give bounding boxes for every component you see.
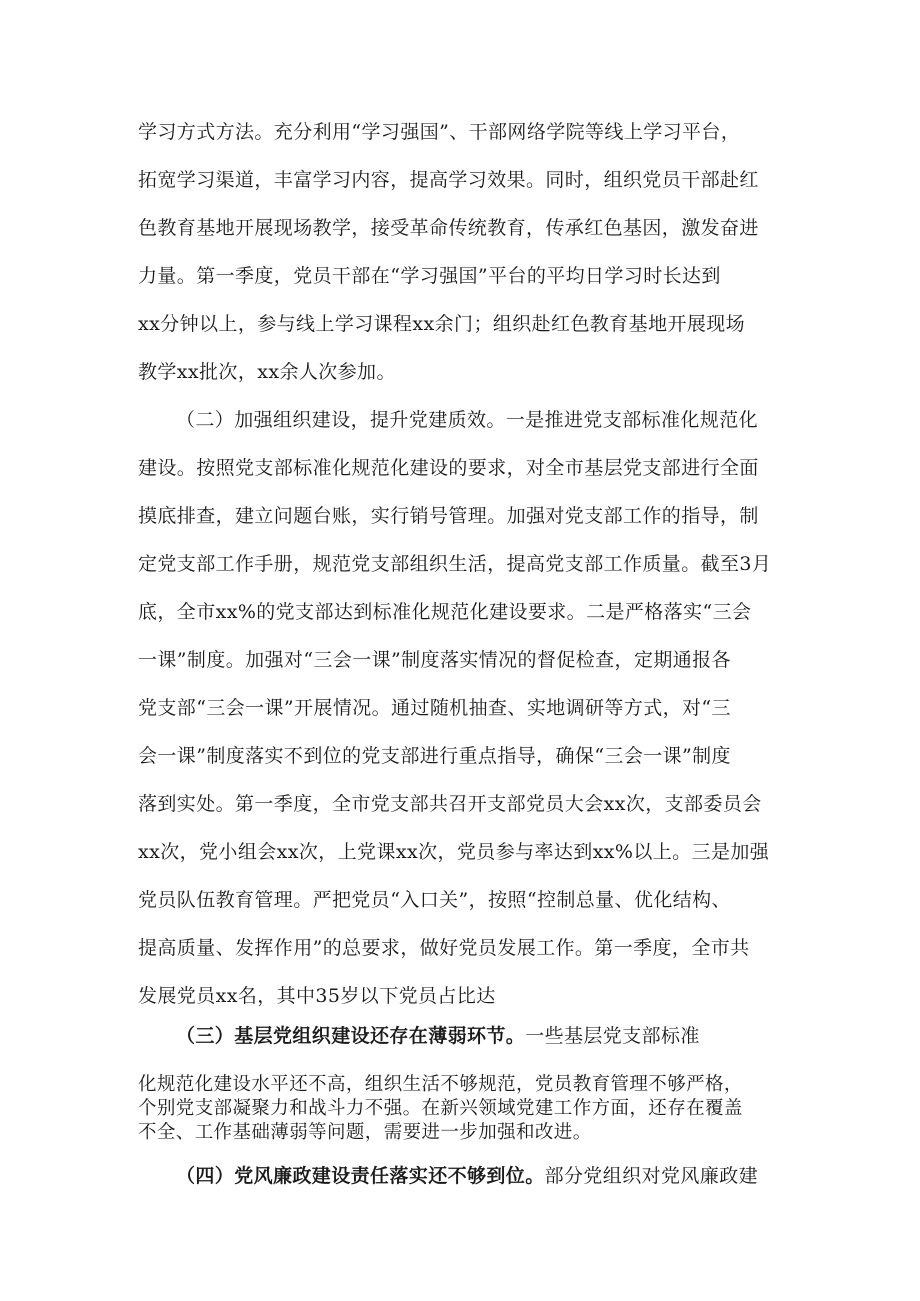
paragraph-2-line: 发展党员xx名，其中35岁以下党员占比达 [138, 985, 496, 1007]
paragraph-2-line: 党员队伍教育管理。严把党员“入口关”，按照“控制总量、优化结构、 [138, 889, 731, 911]
paragraph-2-line: 底，全市xx%的党支部达到标准化规范化建设要求。二是严格落实“三会 [138, 601, 752, 623]
section-4-heading: （四）党风廉政建设责任落实还不够到位。 [176, 1165, 545, 1187]
paragraph-3-line: 个别党支部凝聚力和战斗力不强。在新兴领域党建工作方面，还存在覆盖 [138, 1098, 743, 1119]
paragraph-1-line: 学习方式方法。充分利用“学习强国”、干部网络学院等线上学习平台， [138, 121, 741, 143]
paragraph-1-line: 力量。第一季度，党员干部在“学习强国”平台的平均日学习时长达到 [138, 265, 721, 287]
section-3-text: 一些基层党支部标准 [525, 1025, 700, 1047]
paragraph-3-line: 化规范化建设水平还不高，组织生活不够规范，党员教育管理不够严格， [138, 1074, 743, 1095]
paragraph-2-line: 会一课”制度落实不到位的党支部进行重点指导，确保“三会一课”制度 [138, 745, 731, 767]
paragraph-2-line: 摸底排查，建立问题台账，实行销号管理。加强对党支部工作的指导，制 [138, 505, 759, 527]
paragraph-4-first-line [176, 1162, 788, 1190]
section-4-text: 部分党组织对党风廉政建 [544, 1165, 759, 1187]
paragraph-2-line: 定党支部工作手册，规范党支部组织生活，提高党支部工作质量。截至3月 [138, 553, 772, 575]
section-3-heading: （三）基层党组织建设还存在薄弱环节。 [176, 1025, 526, 1047]
paragraph-1-line: 色教育基地开展现场教学，接受革命传统教育，传承红色基因，激发奋进 [138, 217, 759, 239]
paragraph-1-line: xx分钟以上，参与线上学习课程xx余门；组织赴红色教育基地开展现场 [138, 313, 746, 335]
paragraph-2-line: 一课”制度。加强对“三会一课”制度落实情况的督促检查，定期通报各 [138, 649, 731, 671]
paragraph-1-line: 教学xx批次，xx余人次参加。 [138, 361, 396, 383]
paragraph-2-line: （二）加强组织建设，提升党建质效。一是推进党支部标准化规范化 [176, 409, 759, 431]
paragraph-3-line: 不全、工作基础薄弱等问题，需要进一步加强和改进。 [138, 1122, 592, 1143]
paragraph-2-line: 党支部“三会一课”开展情况。通过随机抽查、实地调研等方式，对“三 [138, 697, 731, 719]
paragraph-2-line: 建设。按照党支部标准化规范化建设的要求，对全市基层党支部进行全面 [138, 457, 759, 479]
paragraph-2-line: xx次，党小组会xx次，上党课xx次，党员参与率达到xx%以上。三是加强 [138, 841, 770, 863]
paragraph-1-line: 拓宽学习渠道，丰富学习内容，提高学习效果。同时，组织党员干部赴红 [138, 169, 759, 191]
paragraph-2-line: 落到实处。第一季度，全市党支部共召开支部党员大会xx次，支部委员会 [138, 793, 762, 815]
paragraph-2-line: 提高质量、发挥作用”的总要求，做好党员发展工作。第一季度，全市共 [138, 937, 750, 959]
paragraph-3-first-line [176, 1022, 788, 1050]
